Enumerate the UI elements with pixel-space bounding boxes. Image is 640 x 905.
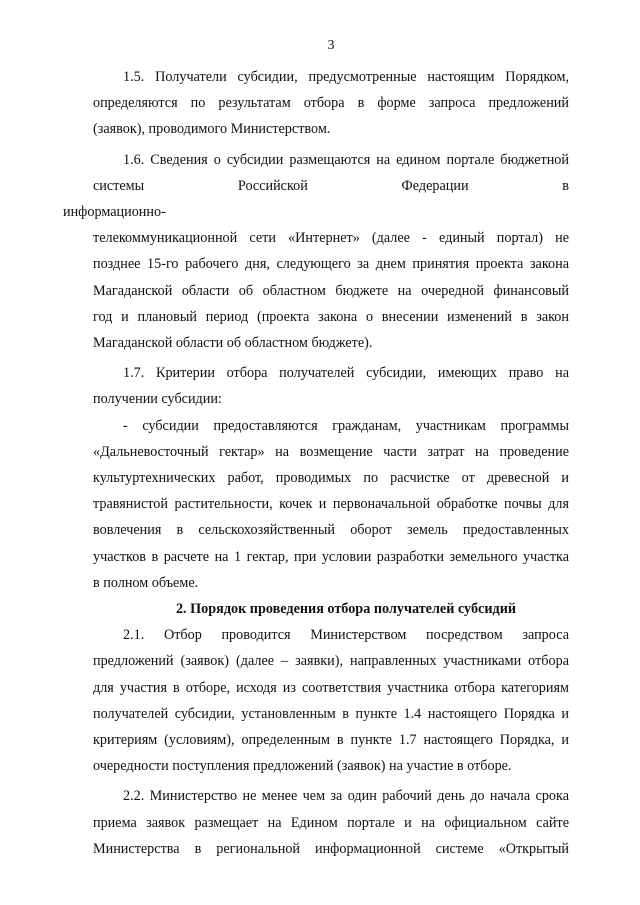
text-line: «Дальневосточный гектар» на возмещение части затрат на проведение (93, 443, 569, 460)
text-line: (заявок), проводимого Министерством. (93, 121, 331, 138)
paragraph-1-7 (93, 360, 569, 412)
text-line: определяются по результатам отбора в форме запроса предложений (93, 95, 569, 112)
text-line: 1.7. Критерии отбора получателей субсидии, имеющих право на (123, 365, 569, 382)
paragraph-1-5 (93, 64, 569, 143)
text-line: получении субсидии: (93, 391, 222, 408)
text-line: год и плановый период (проекта закона о внесении изменений в закон (93, 308, 569, 325)
paragraph-1-7-list-item (93, 413, 569, 596)
document-body (63, 64, 569, 862)
text-line: телекоммуникационной сети «Интернет» (далее - единый портал) не (93, 230, 569, 247)
text-line: в полном объеме. (93, 574, 199, 591)
text-line: Министерства в региональной информационной системе «Открытый (93, 840, 569, 857)
text-line: системы Российской Федерации в информационно- (63, 177, 569, 221)
text-line: позднее 15-го рабочего дня, следующего за днем принятия проекта закона (93, 256, 569, 273)
text-line: 2.2. Министерство не менее чем за один рабочий день до начала срока (123, 788, 569, 805)
text-line: - субсидии предоставляются гражданам, участникам программы (123, 417, 569, 434)
paragraph-2-1 (93, 622, 569, 779)
text-line: Магаданской области об областном бюджете). (93, 335, 373, 352)
text-line: 1.6. Сведения о субсидии размещаются на едином портале бюджетной (123, 151, 569, 168)
text-line: получателей субсидии, установленным в пункте 1.4 настоящего Порядка и (93, 705, 569, 722)
text-line: травянистой растительности, кочек и первоначальной обработке почвы для (93, 496, 569, 513)
text-line: участков в расчете на 1 гектар, при условии разработки земельного участка (93, 548, 569, 565)
text-line: очередности поступления предложений (заявок) на участие в отборе. (93, 758, 512, 775)
text-line: критериям (условиям), определенным в пункте 1.7 настоящего Порядка, и (93, 732, 569, 749)
text-line: вовлечения в сельскохозяйственный оборот земель предоставленных (93, 522, 569, 539)
paragraph-2-2 (93, 783, 569, 862)
text-line: приема заявок размещает на Едином портале и на официальном сайте (93, 814, 569, 831)
text-line: 2.1. Отбор проводится Министерством посредством запроса (123, 627, 569, 644)
paragraph-1-6 (63, 147, 569, 357)
text-line: Магаданской области об областном бюджете на очередной финансовый (93, 282, 569, 299)
page-number: 3 (327, 38, 335, 53)
text-line: для участия в отборе, исходя из соответствия участника отбора категориям (93, 679, 569, 696)
text-line: 1.5. Получатели субсидии, предусмотренные настоящим Порядком, (123, 69, 569, 85)
section-heading: 2. Порядок проведения отбора получателей субсидий (175, 601, 517, 618)
text-line: культуртехнических работ, проводимых по расчистке от древесной и (93, 470, 569, 487)
text-line: предложений (заявок) (далее – заявки), направленных участниками отбора (93, 653, 569, 670)
